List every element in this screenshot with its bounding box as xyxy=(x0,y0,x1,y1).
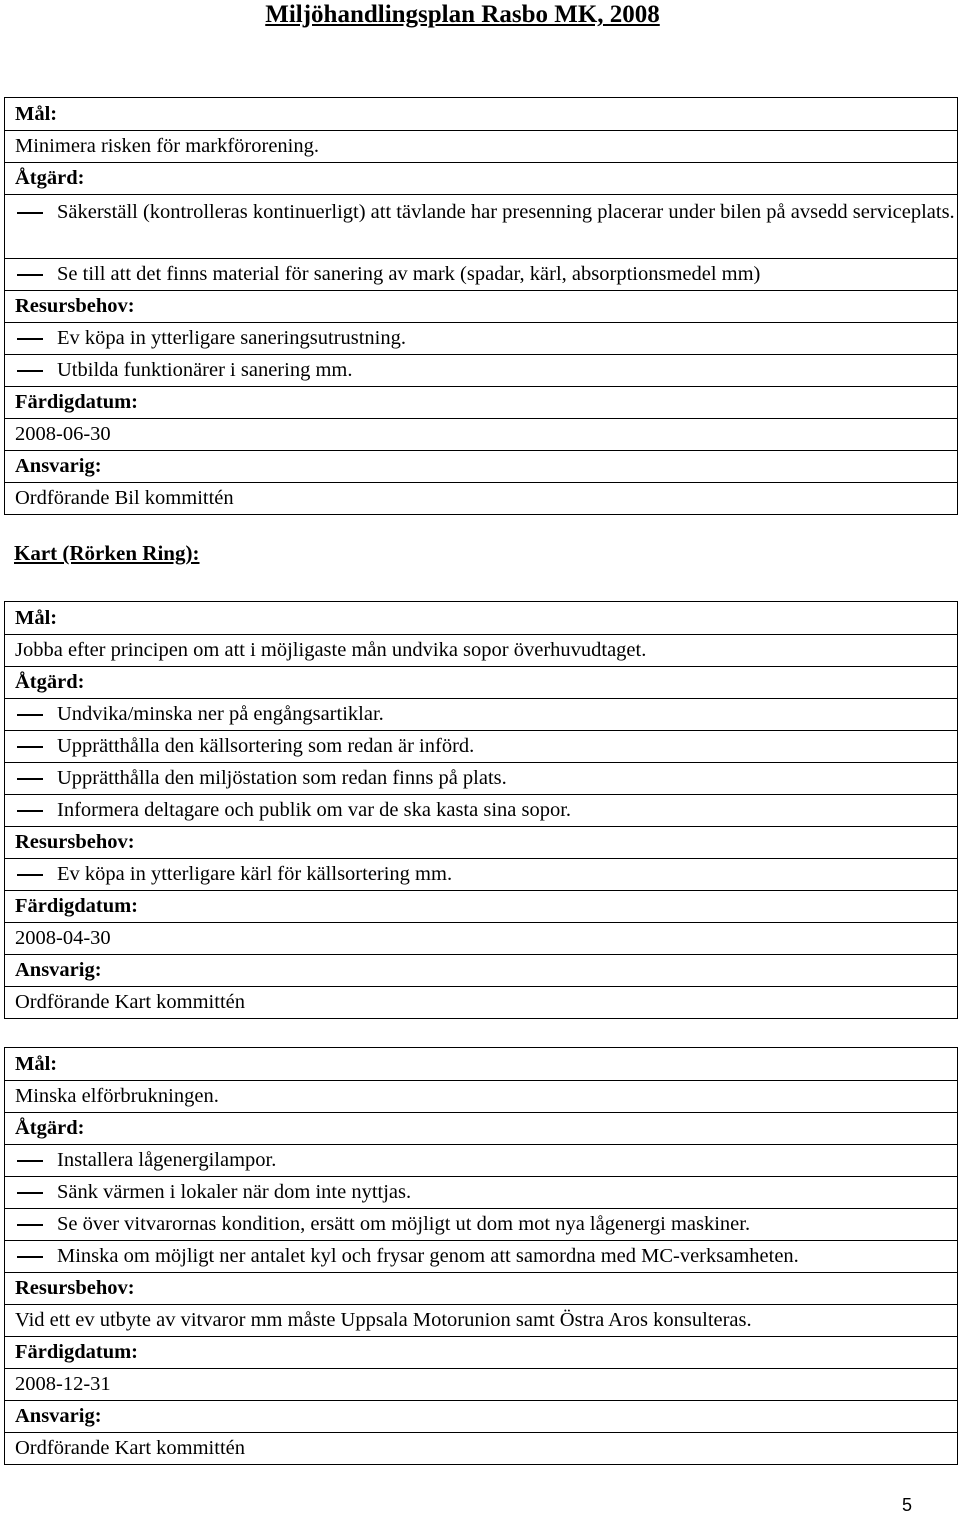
responsible: Ordförande Bil kommittén xyxy=(5,482,957,514)
label-resursbehov: Resursbehov: xyxy=(5,826,957,858)
label-fardigdatum: Färdigdatum: xyxy=(5,386,957,418)
goal-text: Minska elförbrukningen. xyxy=(5,1080,957,1112)
label-mal: Mål: xyxy=(15,1052,58,1075)
label-mal: Mål: xyxy=(15,606,58,629)
action-item: Se till att det finns material för sanering av mark (spadar, kärl, absorptionsmedel mm) xyxy=(5,258,957,290)
label-fardigdatum: Färdigdatum: xyxy=(5,890,957,922)
label-ansvarig: Ansvarig: xyxy=(5,1400,957,1432)
resource-text: Vid ett ev utbyte av vitvaror mm måste Uppsala Motorunion samt Östra Aros konsulteras. xyxy=(5,1304,957,1336)
resource-item: Ev köpa in ytterligare saneringsutrustning. xyxy=(5,322,957,354)
action-item: Upprätthålla den källsortering som redan är införd. xyxy=(5,730,957,762)
due-date: 2008-06-30 xyxy=(5,418,957,450)
label-atgard: Åtgärd: xyxy=(5,162,957,194)
resource-item: Utbilda funktionärer i sanering mm. xyxy=(5,354,957,386)
goal-box-2 xyxy=(4,601,958,1019)
label-atgard: Åtgärd: xyxy=(5,666,957,698)
action-item: Installera lågenergilampor. xyxy=(5,1144,957,1176)
responsible: Ordförande Kart kommittén xyxy=(5,1432,957,1464)
responsible: Ordförande Kart kommittén xyxy=(5,986,957,1018)
action-item: Undvika/minska ner på engångsartiklar. xyxy=(5,698,957,730)
goal-text: Minimera risken för markförorening. xyxy=(5,130,957,162)
section-heading-kart: Kart (Rörken Ring): xyxy=(14,541,200,565)
goal-text: Jobba efter principen om att i möjligaste mån undvika sopor överhuvudtaget. xyxy=(5,634,957,666)
resource-item: Ev köpa in ytterligare kärl för källsortering mm. xyxy=(5,858,957,890)
action-item: Säkerställ (kontrolleras kontinuerligt) att tävlande har presenning placerar under bilen på avsedd serviceplats. xyxy=(5,194,957,258)
action-item: Upprätthålla den miljöstation som redan finns på plats. xyxy=(5,762,957,794)
goal-box-3 xyxy=(4,1047,958,1465)
due-date: 2008-04-30 xyxy=(5,922,957,954)
label-ansvarig: Ansvarig: xyxy=(5,450,957,482)
label-atgard: Åtgärd: xyxy=(5,1112,957,1144)
page-number: 5 xyxy=(901,1495,912,1515)
label-resursbehov: Resursbehov: xyxy=(5,1272,957,1304)
action-item: Sänk värmen i lokaler när dom inte nyttjas. xyxy=(5,1176,957,1208)
action-item: Minska om möjligt ner antalet kyl och frysar genom att samordna med MC-verksamheten. xyxy=(5,1240,957,1272)
label-mal: Mål: xyxy=(15,102,58,125)
action-item: Se över vitvarornas kondition, ersätt om möjligt ut dom mot nya lågenergi maskiner. xyxy=(5,1208,957,1240)
label-ansvarig: Ansvarig: xyxy=(5,954,957,986)
goal-box-1 xyxy=(4,97,958,515)
action-item: Informera deltagare och publik om var de ska kasta sina sopor. xyxy=(5,794,957,826)
due-date: 2008-12-31 xyxy=(5,1368,957,1400)
document-title: Miljöhandlingsplan Rasbo MK, 2008 xyxy=(265,1,660,28)
label-resursbehov: Resursbehov: xyxy=(5,290,957,322)
label-fardigdatum: Färdigdatum: xyxy=(5,1336,957,1368)
